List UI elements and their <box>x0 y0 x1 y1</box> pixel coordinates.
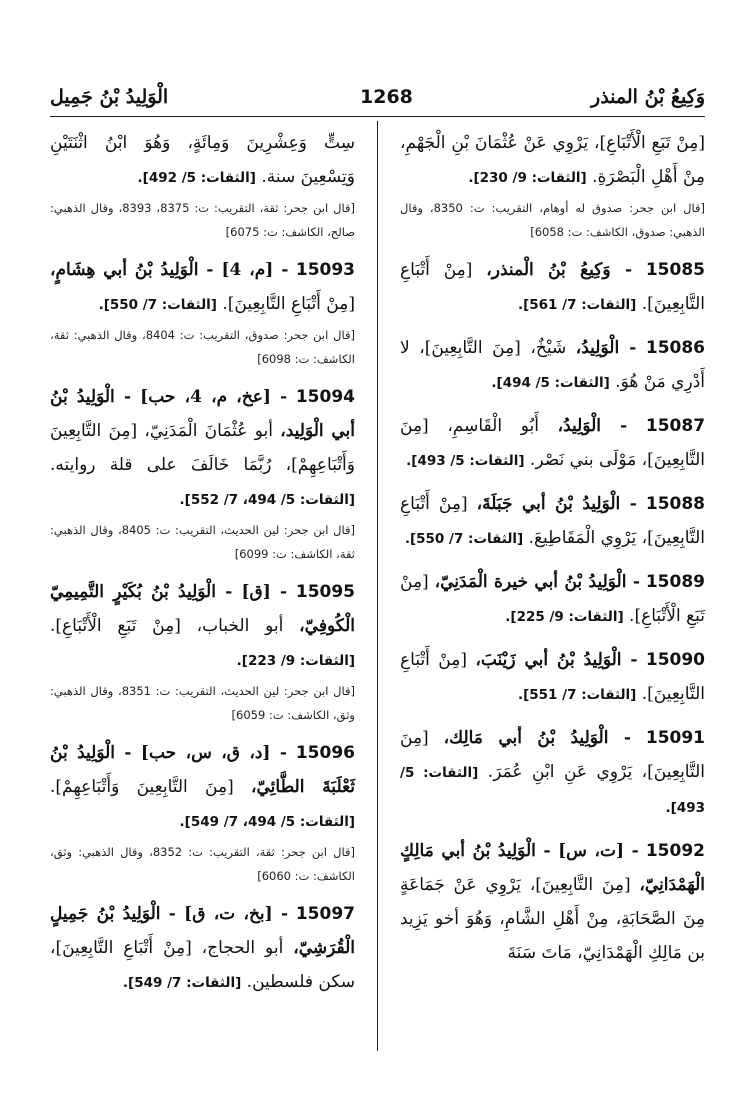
entry-number: 15087 <box>645 416 706 436</box>
entry-number: 15093 <box>295 260 356 280</box>
entry-name: - الْوَلِيدُ بْنُ أبي خيرة الْمَدَنِيّ، <box>434 572 640 592</box>
entry <box>50 380 355 566</box>
entry-note: [قال ابن جحر: صدوق له أوهام، التقريب: ت: 8350، وقال الذهبي: صدوق، الكاشف: ت: 6058] <box>400 201 705 239</box>
entry-source: [الثقات: 5/ 494، 7/ 549]. <box>179 814 355 830</box>
header-left-title: الْوَلِيدُ بْنُ جَمِيل <box>50 86 169 108</box>
entry-body: أبو عُثْمَانَ الْمَدَنِيّ، [مِنَ التَّابِعِينَ وَأَتْبَاعِهِمْ]، رُبَّمَا خَالَفَ على قلة روايته. <box>50 421 355 475</box>
entry-number: 15086 <box>645 338 706 358</box>
entry-source: [الثقات: 5/ 493]. <box>406 453 525 469</box>
right-column <box>400 126 705 979</box>
entry-body: [مِنْ أَتْبَاعِ التَّابِعِينَ]. <box>400 260 705 314</box>
entry-text-block <box>400 834 705 970</box>
entry-body: [مِنْ أَتْبَاعِ التَّابِعِينَ]. <box>222 294 355 314</box>
entry-body: [مِنْ أَتْبَاعِ التَّابِعِينَ]. <box>400 650 705 704</box>
entry <box>400 331 705 400</box>
entry-text-block <box>50 897 355 1000</box>
entry-source: [الثقات: 5/ 492]. <box>137 170 256 186</box>
entry-source: [الثقات: 7/ 550]. <box>98 297 217 313</box>
entry <box>400 253 705 322</box>
entry-body: [مِنْ أَتْبَاعِ التَّابِعِينَ]، يَرْوِي الْمَقَاطِيعَ. <box>400 494 705 548</box>
entry-source: [الثقات: 7/ 561]. <box>517 297 637 313</box>
entry-body: أبو الخباب، [مِنْ تَبَعِ الْأَتْبَاعِ]. <box>50 616 284 636</box>
entry-name: - وَكِيعُ بْنُ الْمنذر، <box>486 260 632 280</box>
entry-number: 15092 <box>645 841 705 861</box>
left-column <box>50 126 355 1009</box>
entry-text-block <box>50 253 355 322</box>
entry-text-block <box>50 380 355 517</box>
entry-text-block <box>400 565 705 634</box>
page-header <box>50 86 705 116</box>
entry <box>400 126 705 244</box>
entry-text-block <box>400 721 705 825</box>
entry-text-block <box>400 253 705 322</box>
entry-name: - [ت، س] - الْوَلِيدُ بْنُ أبي مَالِكٍ الْهَمْدَانِيّ، <box>400 841 705 895</box>
entry <box>50 126 355 244</box>
entry-source: [الثقات: 9/ 223]. <box>236 653 355 669</box>
entry-note: [قال ابن جحر: ثقة، التقريب: ت: 8352، وقال الذهبي: وثق، الكاشف: ت: 6060] <box>50 845 355 883</box>
entry-body: أَبُو الْقَاسِمِ، [مِنَ التَّابِعِينَ]، مَوْلَى بني نَصْر. <box>400 416 705 470</box>
entry <box>50 736 355 888</box>
entry-name: - [ق] - الْوَلِيدُ بْنُ بُكَيْرٍ التَّمِيمِيّ الْكُوفِيّ، <box>50 582 356 636</box>
entry-source: [الثقات: 9/ 225]. <box>505 609 624 625</box>
entry-name: - [م، 4] - الْوَلِيدُ بْنُ أبي هِشَامٍ، <box>50 260 289 280</box>
column-divider <box>377 121 378 1051</box>
entry <box>50 897 355 1000</box>
entry-note: [قال ابن جحر: لين الحديث، التقريب: ت: 8351، وقال الذهبي: وثق، الكاشف: ت: 6059] <box>50 684 355 722</box>
entry-note: [قال ابن جحر: لين الحديث، التقريب: ت: 8405، وقال الذهبي: ثقة، الكاشف: ت: 6099] <box>50 523 355 561</box>
entry-number: 15094 <box>295 387 355 407</box>
entry-text-block <box>400 331 705 400</box>
entry-source: [الثقات: 5/ 493]. <box>400 765 705 816</box>
header-right-title: وَكِيعُ بْنُ المنذر <box>591 86 705 108</box>
entry <box>400 834 705 970</box>
entry-text-block <box>400 643 705 712</box>
entry-text-block <box>400 487 705 556</box>
entry-number: 15088 <box>645 494 706 514</box>
entry-body: سِتٍّ وَعِشْرِينَ وَمِائَةٍ، وَهُوَ ابْنُ اثْنَتَيْنِ وَتِسْعِينَ سنة. <box>50 133 355 187</box>
entry-source: [الثقات: 7/ 550]. <box>404 531 524 547</box>
entry-name: - الْوَلِيدُ بْنُ أبي جَبَلَةَ، <box>476 494 637 514</box>
entry-number: 15090 <box>645 650 706 670</box>
entry-body: شَيْخٌ، [مِنَ التَّابِعِينَ]، لا أَدْرِي مَنْ هُوَ. <box>400 338 705 392</box>
entry-body: [مِنْ تَبَعِ الْأَتْبَاعِ]. <box>400 572 705 626</box>
entry-note: [قال ابن جحر: صدوق، التقريب: ت: 8404، وقال الذهبي: ثقة، الكاشف: ت: 6098] <box>50 328 355 366</box>
page-number: 1268 <box>360 86 413 108</box>
entry-number: 15091 <box>645 728 706 748</box>
entry-text-block <box>50 575 355 678</box>
entry <box>400 721 705 825</box>
entry-body: [مِنَ التَّابِعِينَ]، يَرْوِي عَنِ ابْنِ عُمَرَ. <box>400 728 706 782</box>
entry-name: - [عخ، م، 4، حب] - الْوَلِيدُ بْنُ أبي الْوَلِيد، <box>50 387 356 441</box>
entry-source: [الثقات: 9/ 230]. <box>468 170 587 186</box>
entry-body: [مِنَ التَّابِعِينَ وَأَتْبَاعِهِمْ]. <box>50 777 234 797</box>
entry-number: 15089 <box>645 572 705 592</box>
entry-text-block <box>400 409 705 478</box>
entry-source: [الثقات: 5/ 494، 7/ 552]. <box>179 492 355 508</box>
entry-text-block <box>50 736 355 839</box>
entry <box>50 575 355 727</box>
entry-number: 15096 <box>295 743 355 763</box>
entry-body: [مِنْ تَبَعِ الْأَتْبَاعِ]، يَرْوِي عَنْ عُثْمَانَ بْنِ الْجَهْمِ، مِنْ أَهْلِ الْبَصْرَةِ. <box>400 133 705 187</box>
header-rule <box>50 116 705 117</box>
entry-number: 15095 <box>295 582 356 602</box>
entry-source: [الثقات: 7/ 549]. <box>122 975 242 991</box>
entry-text-block <box>50 126 355 195</box>
entry-name: - [د، ق، س، حب] - الْوَلِيدُ بْنُ ثَعْلَبَةَ الطَّائِيّ، <box>50 743 355 797</box>
entry-text-block <box>400 126 705 195</box>
entry-body: أبو الحجاج، [مِنْ أَتْبَاعِ التَّابِعِينَ]، سكن فلسطين. <box>50 938 355 992</box>
entry-name: - الْوَلِيدُ بْنُ أبي مَالِك، <box>443 728 631 748</box>
entry-name: - الْوَلِيدُ، <box>557 416 628 436</box>
entry <box>400 409 705 478</box>
entry <box>400 565 705 634</box>
entry-number: 15097 <box>295 904 355 924</box>
entry-name: - الْوَلِيدُ، <box>575 338 637 358</box>
entry-source: [الثقات: 5/ 494]. <box>491 375 610 391</box>
entry <box>400 643 705 712</box>
entry-body: [مِنَ التَّابِعِينَ]، يَرْوِي عَنْ جَمَاعَةٍ مِنَ الصَّحَابَةِ، مِنْ أَهْلِ الشَّامِ، وَهُوَ أخو يَزِيد بن مَالِكِ الْهَمْدَانِيّ، مَاتَ سَنَةَ <box>400 875 705 963</box>
entry <box>400 487 705 556</box>
entry-source: [الثقات: 7/ 551]. <box>517 687 637 703</box>
entry-number: 15085 <box>645 260 705 280</box>
entry-name: - الْوَلِيدُ بْنُ أبي زَيْنَبَ، <box>475 650 638 670</box>
entry-name: - [بخ، ت، ق] - الْوَلِيدُ بْنُ جَمِيلٍ الْقُرَشِيّ، <box>50 904 356 958</box>
entry-note: [قال ابن جحر: ثقة، التقريب: ت: 8375، 8393، وقال الذهبي: صالح، الكاشف: ت: 6075] <box>50 201 355 239</box>
entry <box>50 253 355 371</box>
